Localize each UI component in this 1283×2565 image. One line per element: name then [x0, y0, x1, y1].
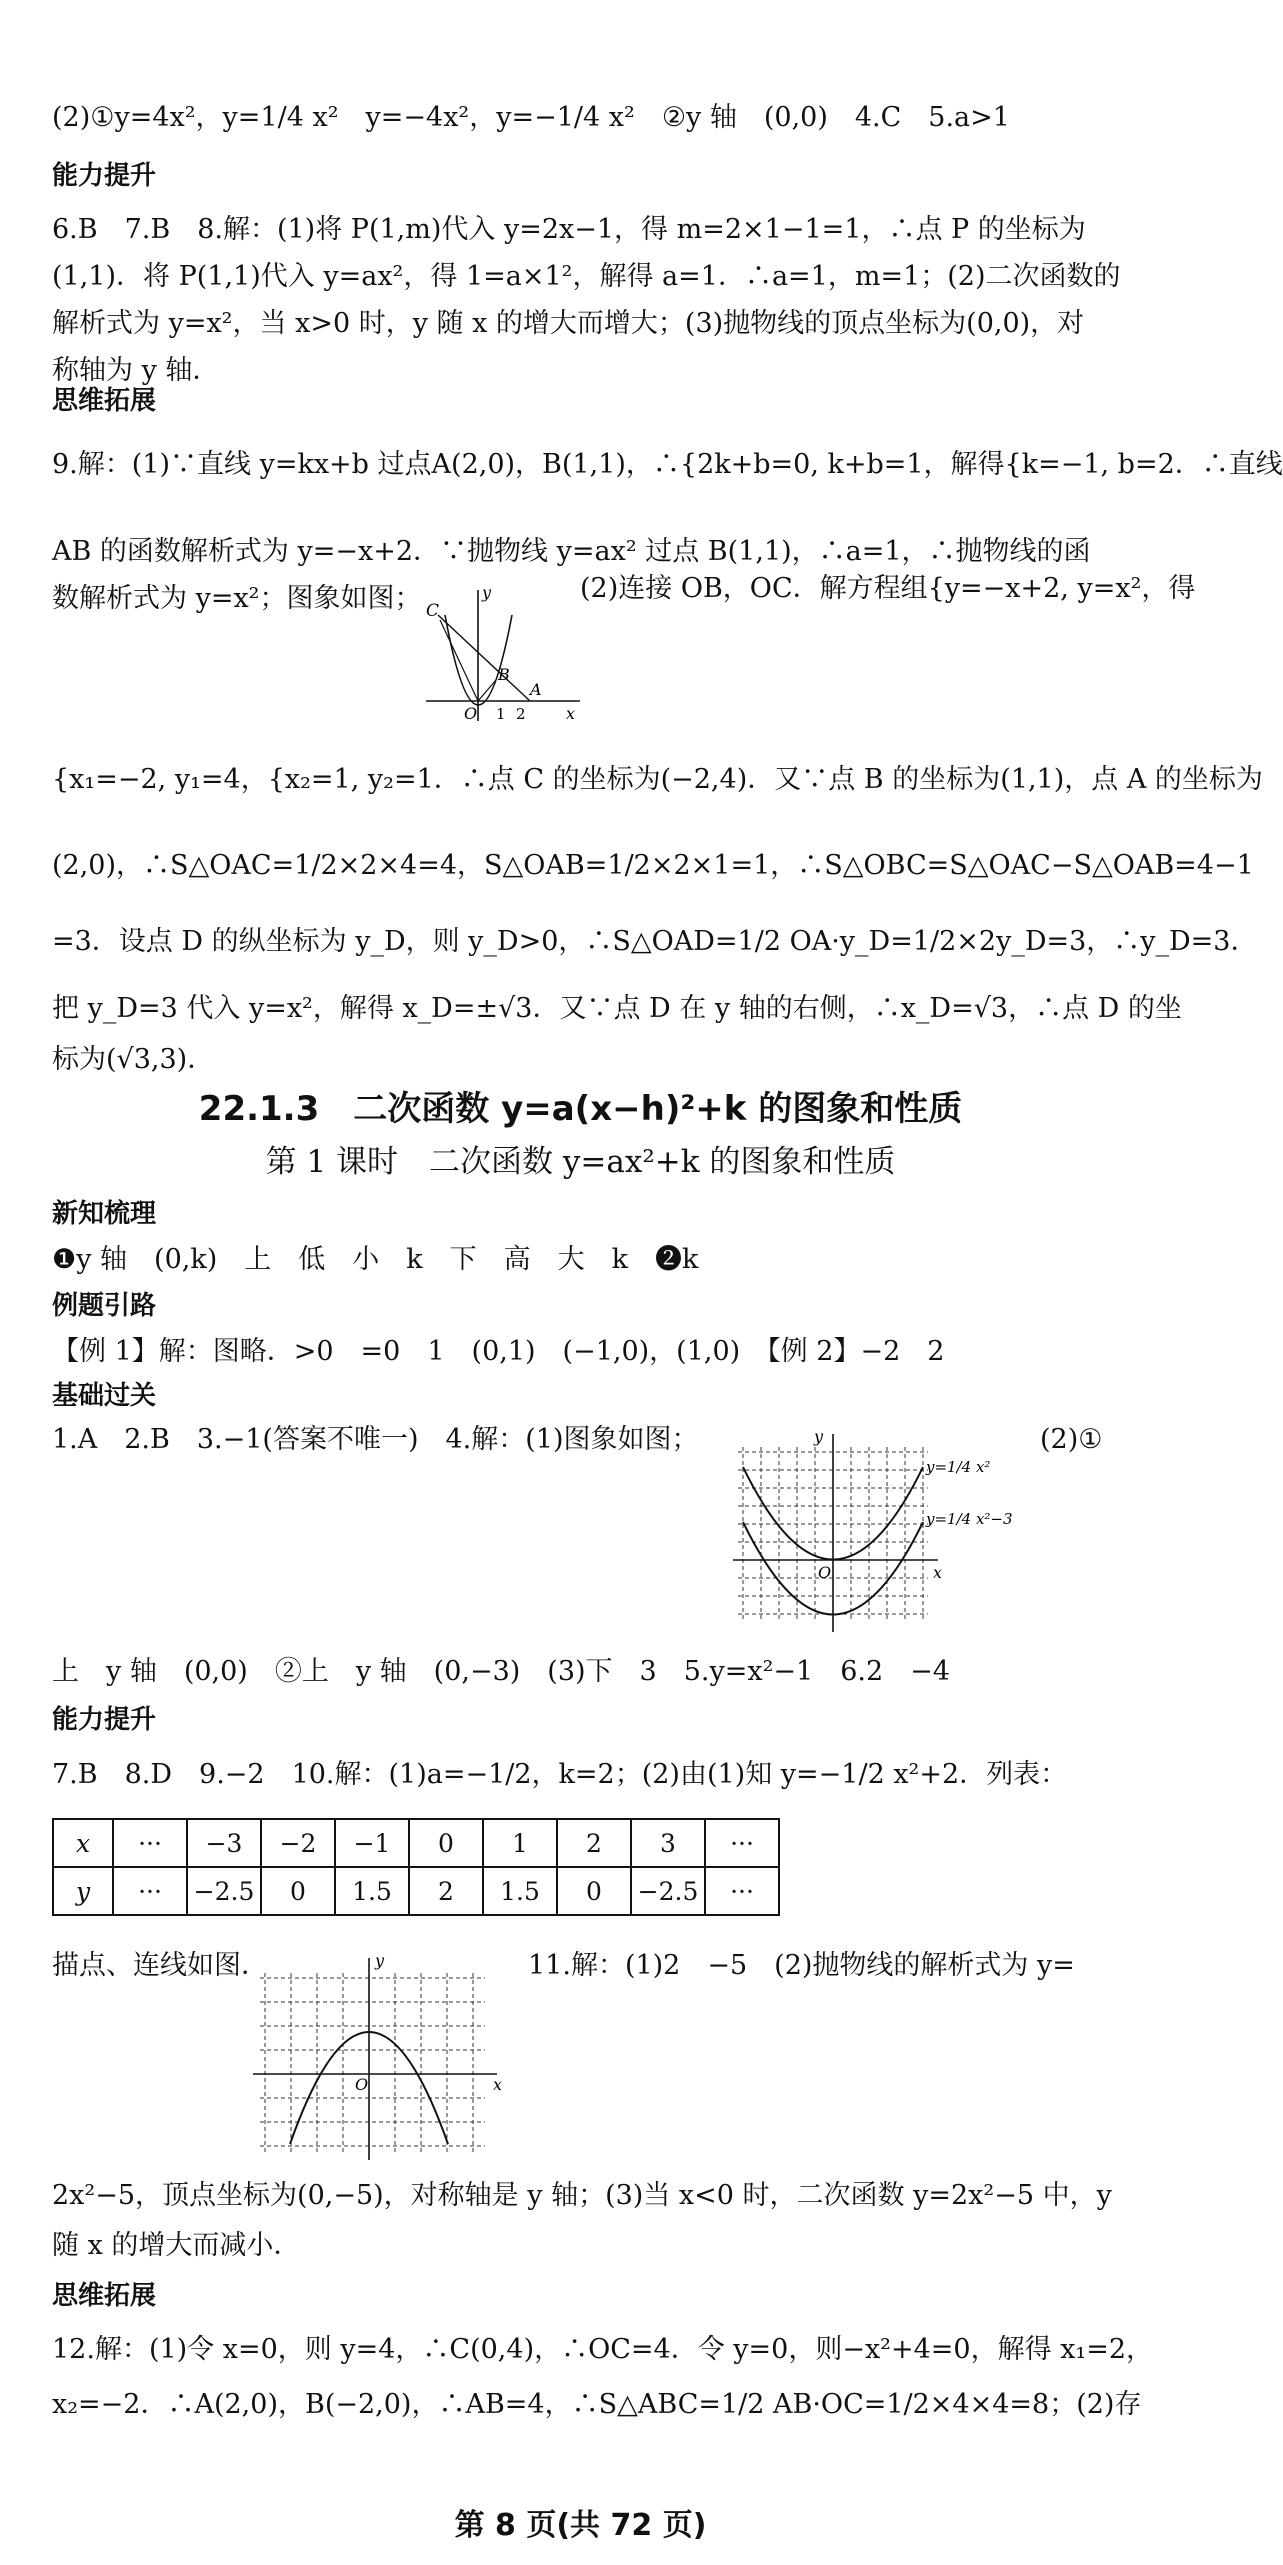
section-heading: 思维拓展	[52, 2281, 157, 2311]
text-line: 1.A 2.B 3.−1(答案不唯一) 4.解：(1)图象如图；	[52, 1424, 699, 1455]
label-o: O	[355, 2075, 369, 2094]
text-line: 9.解：(1)∵直线 y=kx+b 过点A(2,0)，B(1,1)，∴{2k+b=0, k+b=1，解得{k=−1, b=2．∴直线	[52, 449, 1283, 480]
text-line: =3．设点 D 的纵坐标为 y_D，则 y_D>0，∴S△OAD=1/2 OA·y_D=1/2×2y_D=3，∴y_D=3．	[52, 926, 1258, 957]
label-c: C	[426, 601, 440, 621]
table-cell: y	[53, 1867, 113, 1915]
section-heading: 新知梳理	[52, 1199, 157, 1229]
label-y: y	[375, 1951, 385, 1970]
table-cell: 1	[483, 1819, 557, 1867]
text-line: 6.B 7.B 8.解：(1)将 P(1,m)代入 y=2x−1，得 m=2×1−1=1，∴点 P 的坐标为	[52, 214, 1086, 245]
grid	[260, 1973, 485, 2153]
section-heading: 能力提升	[52, 1705, 157, 1735]
label-y: y	[482, 583, 492, 602]
text-line: AB 的函数解析式为 y=−x+2．∵抛物线 y=ax² 过点 B(1,1)，∴a=1，∴抛物线的函	[52, 536, 1091, 567]
table-cell: 3	[631, 1819, 705, 1867]
label-o: O	[818, 1563, 832, 1582]
table-cell: ···	[705, 1867, 779, 1915]
text-line: 称轴为 y 轴．	[52, 355, 220, 386]
text-line: 7.B 8.D 9.−2 10.解：(1)a=−1/2，k=2；(2)由(1)知 y=−1/2 x²+2．列表：	[52, 1759, 1068, 1790]
text-line: (2)连接 OB，OC．解方程组{y=−x+2, y=x²，得	[580, 573, 1196, 604]
lesson-subtitle: 第 1 课时 二次函数 y=ax²+k 的图象和性质	[265, 1144, 896, 1180]
text-line: 把 y_D=3 代入 y=x²，解得 x_D=±√3．又∵点 D 在 y 轴的右侧，∴x_D=√3，∴点 D 的坐	[52, 993, 1182, 1024]
parabola-figure-3	[245, 1948, 515, 2168]
table-cell: −1	[335, 1819, 409, 1867]
label-x: x	[493, 2075, 503, 2094]
curve-label-2: y=1/4 x²−3	[926, 1510, 1013, 1528]
text-line: 描点、连线如图．	[52, 1950, 268, 1981]
segment-oc	[440, 620, 478, 701]
table-cell: 0	[261, 1867, 335, 1915]
section-heading: 思维拓展	[52, 386, 157, 416]
table-cell: x	[53, 1819, 113, 1867]
tick-2: 2	[516, 705, 526, 723]
value-table	[52, 1818, 780, 1916]
table-cell: ···	[113, 1867, 187, 1915]
table-cell: −2.5	[631, 1867, 705, 1915]
curve-label-1: y=1/4 x²	[926, 1458, 991, 1476]
tick-1: 1	[496, 705, 506, 723]
label-x: x	[933, 1563, 943, 1582]
table-cell: 0	[557, 1867, 631, 1915]
section-title: 22.1.3 二次函数 y=a(x−h)²+k 的图象和性质	[198, 1089, 963, 1129]
section-heading: 基础过关	[52, 1381, 157, 1411]
section-heading: 例题引路	[52, 1291, 157, 1321]
table-row-y	[53, 1867, 779, 1915]
text-line: (2,0)，∴S△OAC=1/2×2×4=4，S△OAB=1/2×2×1=1，∴S△OBC=S△OAC−S△OAB=4−1	[52, 850, 1254, 881]
text-line: {x₁=−2, y₁=4，{x₂=1, y₂=1．∴点 C 的坐标为(−2,4)．又∵点 B 的坐标为(1,1)，点 A 的坐标为	[52, 764, 1263, 795]
table-cell: −2.5	[187, 1867, 261, 1915]
label-o: O	[464, 704, 478, 723]
text-line: 上 y 轴 (0,0) ②上 y 轴 (0,−3) (3)下 3 5.y=x²−1 6.2 −4	[52, 1656, 950, 1687]
label-a: A	[530, 680, 542, 699]
table-cell: 0	[409, 1819, 483, 1867]
text-line: ❶y 轴 (0,k) 上 低 小 k 下 高 大 k ❷k	[52, 1244, 699, 1275]
text-line: 解析式为 y=x²，当 x>0 时，y 随 x 的增大而增大；(3)抛物线的顶点坐标为(0,0)，对	[52, 308, 1085, 339]
text-line: 标为(√3,3)．	[52, 1044, 215, 1075]
text-line: 随 x 的增大而减小．	[52, 2230, 301, 2261]
table-cell: ···	[705, 1819, 779, 1867]
table-cell: −3	[187, 1819, 261, 1867]
text-line: 数解析式为 y=x²；图象如图；	[52, 583, 422, 614]
text-line: 12.解：(1)令 x=0，则 y=4，∴C(0,4)，∴OC=4．令 y=0，则−x²+4=0，解得 x₁=2，	[52, 2334, 1154, 2365]
page-footer: 第 8 页(共 72 页)	[454, 2508, 707, 2543]
table-cell: −2	[261, 1819, 335, 1867]
text-line: (2)①	[1040, 1424, 1103, 1455]
parabola-figure-1	[420, 580, 590, 730]
section-heading: 能力提升	[52, 161, 157, 191]
table-cell: 2	[409, 1867, 483, 1915]
table-cell: 1.5	[335, 1867, 409, 1915]
line-ab	[438, 615, 530, 701]
table-cell: 1.5	[483, 1867, 557, 1915]
parabola-figure-2	[728, 1422, 1048, 1642]
text-line: 【例 1】解：图略．>0 =0 1 (0,1) (−1,0)，(1,0) 【例 2】−2 2	[52, 1336, 945, 1367]
text-line: 11.解：(1)2 −5 (2)抛物线的解析式为 y=	[528, 1950, 1075, 1981]
text-line: (1,1)．将 P(1,1)代入 y=ax²，得 1=a×1²，解得 a=1．∴a=1，m=1；(2)二次函数的	[52, 261, 1121, 292]
text-line: (2)①y=4x²，y=1/4 x² y=−4x²，y=−1/4 x² ②y 轴 (0,0) 4.C 5.a>1	[52, 102, 1010, 133]
table-cell: 2	[557, 1819, 631, 1867]
text-line: 2x²−5，顶点坐标为(0,−5)，对称轴是 y 轴；(3)当 x<0 时，二次函数 y=2x²−5 中，y	[52, 2180, 1112, 2211]
label-x: x	[566, 704, 576, 723]
label-b: B	[498, 665, 510, 684]
label-y: y	[814, 1427, 824, 1446]
text-line: x₂=−2．∴A(2,0)，B(−2,0)，∴AB=4，∴S△ABC=1/2 AB·OC=1/2×4×4=8；(2)存	[52, 2389, 1142, 2420]
table-row-x	[53, 1819, 779, 1867]
table-cell: ···	[113, 1819, 187, 1867]
